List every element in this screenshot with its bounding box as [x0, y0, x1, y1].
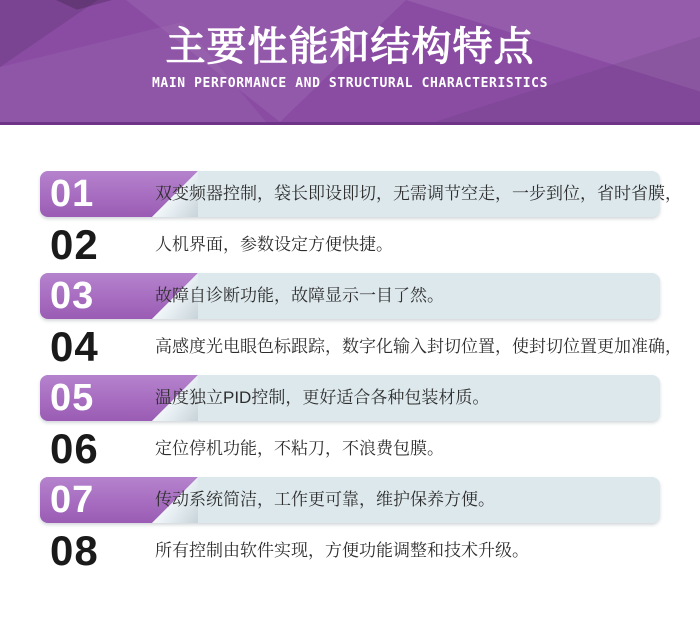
feature-text: 温度独立PID控制，更好适合各种包装材质。	[155, 388, 490, 407]
feature-number: 01	[50, 173, 95, 215]
feature-number: 05	[50, 377, 95, 419]
feature-number-badge	[40, 375, 152, 421]
feature-text: 所有控制由软件实现，方便功能调整和技术升级。	[155, 541, 529, 560]
feature-text: 传动系统简洁，工作更可靠，维护保养方便。	[155, 490, 495, 509]
feature-row	[40, 528, 660, 574]
feature-number-badge	[40, 426, 152, 472]
feature-row	[40, 171, 682, 217]
feature-row	[40, 323, 682, 370]
feature-number: 04	[50, 323, 99, 370]
feature-number: 02	[50, 221, 99, 268]
header-banner	[0, 0, 700, 125]
feature-row	[40, 375, 660, 421]
feature-number-badge	[40, 171, 152, 217]
feature-list	[40, 171, 682, 574]
feature-number: 08	[50, 527, 99, 574]
feature-number-badge	[40, 477, 152, 523]
page-subtitle: MAIN PERFORMANCE AND STRUCTURAL CHARACTERISTICS	[151, 76, 549, 91]
feature-row	[40, 477, 660, 523]
page-title: 主要性能和结构特点	[165, 25, 535, 69]
feature-number: 07	[50, 479, 95, 521]
feature-number-badge	[40, 273, 152, 319]
feature-text: 定位停机功能，不粘刀，不浪费包膜。	[155, 439, 444, 458]
feature-number-badge	[40, 528, 152, 574]
feature-number-badge	[40, 324, 152, 370]
feature-text: 故障自诊断功能，故障显示一目了然。	[155, 286, 444, 305]
feature-row	[40, 273, 660, 319]
feature-text: 高感度光电眼色标跟踪，数字化输入封切位置，使封切位置更加准确，	[155, 337, 682, 356]
feature-text: 人机界面，参数设定方便快捷。	[155, 235, 393, 254]
feature-number: 03	[50, 275, 95, 317]
feature-text: 双变频器控制，袋长即设即切，无需调节空走，一步到位，省时省膜，	[155, 184, 682, 203]
feature-row	[40, 426, 660, 472]
feature-number: 06	[50, 425, 99, 472]
feature-number-badge	[40, 222, 152, 268]
feature-row	[40, 222, 660, 268]
